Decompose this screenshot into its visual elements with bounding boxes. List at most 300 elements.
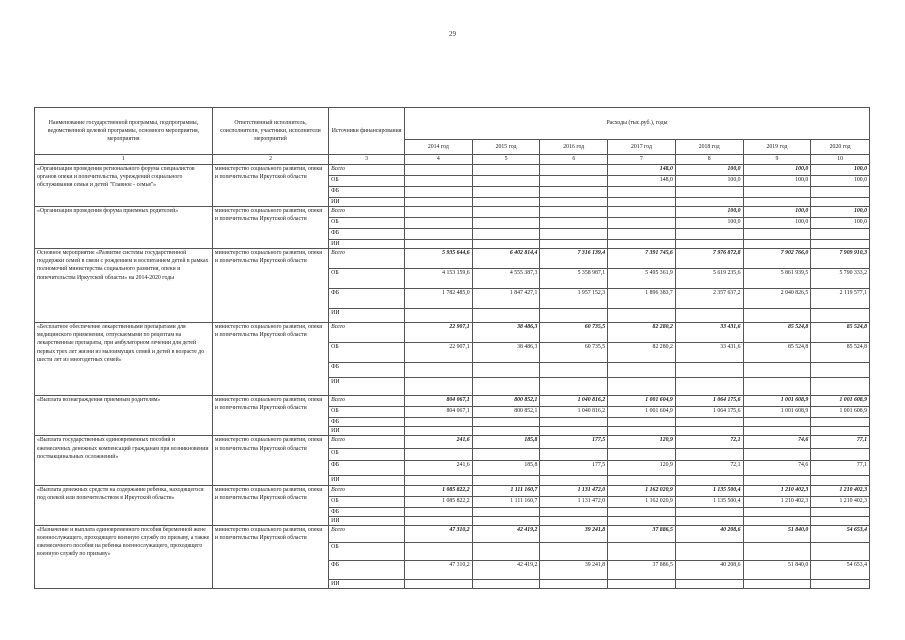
amount-cell [540,218,608,229]
amount-cell [811,516,870,525]
amount-cell: 1 001 608,9 [743,407,811,418]
responsible-executor: министерство социального развития, опеки и попечительства Иркутской области [212,396,328,436]
amount-cell [472,476,540,485]
table-row [35,485,870,496]
amount-cell [608,218,676,229]
header-name: Наименование государственной программы, подпрограммы, ведомственной целевой программы, основного мероприятия, мероприятия [35,108,213,155]
funding-source: Всего [329,323,405,343]
amount-cell: 4 153 159,6 [404,269,472,289]
amount-cell: 1 210 402,3 [743,496,811,507]
amount-cell [540,309,608,323]
activity-name: «Выплата вознаграждения приемным родителям» [35,396,213,436]
amount-cell: 60 735,5 [540,343,608,363]
amount-cell: 100,0 [743,165,811,176]
amount-cell [472,207,540,218]
amount-cell: 1 782 485,0 [404,289,472,309]
amount-cell: 800 852,1 [472,407,540,418]
amount-cell [540,427,608,436]
funding-source: ФБ [329,418,405,427]
amount-cell [811,240,870,249]
header-year: 2014 год [404,140,472,155]
amount-cell: 100,0 [743,207,811,218]
amount-cell [608,363,676,378]
amount-cell [404,516,472,525]
amount-cell [472,187,540,198]
funding-source: ИИ [329,579,405,588]
amount-cell: 5 861 939,5 [743,269,811,289]
amount-cell [540,176,608,187]
amount-cell [608,449,676,461]
funding-source: Всего [329,396,405,407]
amount-cell: 100,0 [811,218,870,229]
amount-cell: 37 886,5 [608,560,676,579]
column-number: 3 [329,155,405,165]
amount-cell: 241,6 [404,461,472,476]
amount-cell [743,309,811,323]
amount-cell [675,427,743,436]
amount-cell: 82 280,2 [608,343,676,363]
amount-cell [743,579,811,588]
amount-cell: 100,0 [811,207,870,218]
amount-cell: 1 001 608,9 [743,396,811,407]
activity-name: «Бесплатное обеспечение лекарственными препаратами для медицинского применения, отпускаемыми по рецептам на лекарственные препараты, при амбулаторном лечении для детей первых трех лет жизни из малоимущих семей и детей в возрасте до шести лет из многодетных семей» [35,323,213,396]
amount-cell [472,240,540,249]
amount-cell [743,240,811,249]
responsible-executor: министерство социального развития, опеки и попечительства Иркутской области [212,525,328,588]
amount-cell: 148,0 [608,165,676,176]
table-row [35,436,870,449]
amount-cell: 1 210 402,3 [811,496,870,507]
amount-cell: 60 735,5 [540,323,608,343]
amount-cell: 1 064 175,6 [675,396,743,407]
amount-cell: 100,0 [743,176,811,187]
amount-cell: 38 486,3 [472,343,540,363]
amount-cell: 72,1 [675,436,743,449]
amount-cell [608,207,676,218]
table-row [35,525,870,542]
amount-cell: 100,0 [675,165,743,176]
amount-cell: 5 935 644,6 [404,249,472,269]
amount-cell [404,418,472,427]
amount-cell [540,507,608,516]
amount-cell: 39 241,8 [540,560,608,579]
header-expenses: Расходы (тыс.руб.), годы [404,108,869,140]
amount-cell [540,198,608,207]
amount-cell: 5 495 361,9 [608,269,676,289]
amount-cell [675,229,743,240]
amount-cell [540,476,608,485]
activity-name: «Организация проведения регионального форума специалистов органов опеки и попечительства, учреждений социального обслуживания семьи и детей "Главное - семья"» [35,165,213,207]
page-number: 29 [449,30,456,38]
amount-cell: 1 085 822,2 [404,496,472,507]
amount-cell: 5 619 235,6 [675,269,743,289]
amount-cell [675,516,743,525]
amount-cell: 51 840,0 [743,525,811,542]
amount-cell: 804 067,1 [404,407,472,418]
amount-cell [472,218,540,229]
amount-cell [675,378,743,396]
amount-cell [404,579,472,588]
amount-cell [675,476,743,485]
funding-source: ИИ [329,240,405,249]
amount-cell: 177,5 [540,461,608,476]
amount-cell [675,418,743,427]
funding-source: ИИ [329,427,405,436]
funding-source: ФБ [329,363,405,378]
amount-cell [472,363,540,378]
amount-cell: 42 419,2 [472,560,540,579]
responsible-executor: министерство социального развития, опеки и попечительства Иркутской области [212,436,328,485]
amount-cell [675,240,743,249]
funding-source: Всего [329,249,405,269]
funding-source: ОБ [329,496,405,507]
amount-cell [404,449,472,461]
column-number: 1 [35,155,213,165]
amount-cell [404,176,472,187]
amount-cell: 85 524,8 [743,323,811,343]
header-source: Источники финансирования [329,108,405,155]
funding-source: ИИ [329,516,405,525]
amount-cell [811,378,870,396]
funding-source: ОБ [329,343,405,363]
amount-cell: 1 131 472,0 [540,485,608,496]
responsible-executor: министерство социального развития, опеки и попечительства Иркутской области [212,485,328,525]
amount-cell [472,542,540,560]
amount-cell: 74,6 [743,461,811,476]
amount-cell [811,187,870,198]
amount-cell: 1 162 020,9 [608,485,676,496]
header-year: 2017 год [608,140,676,155]
column-number: 7 [608,155,676,165]
amount-cell: 2 119 577,1 [811,289,870,309]
table-row [35,207,870,218]
amount-cell: 7 909 910,3 [811,249,870,269]
amount-cell [540,229,608,240]
amount-cell: 1 111 160,7 [472,496,540,507]
funding-source: ФБ [329,560,405,579]
amount-cell [404,165,472,176]
amount-cell [404,187,472,198]
funding-source: ОБ [329,542,405,560]
amount-cell: 1 131 472,0 [540,496,608,507]
amount-cell: 1 040 816,2 [540,396,608,407]
amount-cell [608,229,676,240]
funding-source: Всего [329,165,405,176]
amount-cell: 72,1 [675,461,743,476]
amount-cell: 100,0 [675,207,743,218]
funding-source: ОБ [329,218,405,229]
amount-cell: 74,6 [743,436,811,449]
amount-cell [743,476,811,485]
amount-cell [404,378,472,396]
responsible-executor: министерство социального развития, опеки и попечительства Иркутской области [212,165,328,207]
amount-cell: 1 001 604,9 [608,407,676,418]
amount-cell [811,427,870,436]
amount-cell: 1 210 402,3 [811,485,870,496]
amount-cell: 2 357 637,2 [675,289,743,309]
amount-cell: 33 431,6 [675,343,743,363]
amount-cell [472,516,540,525]
amount-cell: 40 208,6 [675,560,743,579]
amount-cell [540,363,608,378]
amount-cell [540,542,608,560]
amount-cell [743,363,811,378]
column-number: 6 [540,155,608,165]
amount-cell [472,165,540,176]
activity-name: «Назначение и выплата единовременного пособия беременной жене военнослужащего, проходящего военную службу по призыву, а также ежемесячного пособия на ребенка военнослужащего, проходящего военную службу по призыву» [35,525,213,588]
amount-cell: 82 280,2 [608,323,676,343]
amount-cell [675,187,743,198]
amount-cell [608,418,676,427]
amount-cell [811,229,870,240]
amount-cell: 1 210 402,3 [743,485,811,496]
funding-source: ОБ [329,449,405,461]
amount-cell [540,579,608,588]
amount-cell [472,418,540,427]
amount-cell [811,579,870,588]
amount-cell: 5 358 987,1 [540,269,608,289]
funding-source: ФБ [329,289,405,309]
responsible-executor: министерство социального развития, опеки и попечительства Иркутской области [212,323,328,396]
amount-cell [811,198,870,207]
expenditure-table [34,107,870,589]
table-row [35,249,870,269]
amount-cell [540,187,608,198]
amount-cell [540,516,608,525]
amount-cell: 85 524,8 [743,343,811,363]
amount-cell [472,507,540,516]
funding-source: Всего [329,525,405,542]
funding-source: ИИ [329,309,405,323]
amount-cell: 2 040 826,5 [743,289,811,309]
amount-cell [743,449,811,461]
table-row [35,396,870,407]
amount-cell [743,542,811,560]
amount-cell [811,542,870,560]
amount-cell: 85 524,8 [811,323,870,343]
funding-source: ОБ [329,269,405,289]
amount-cell: 77,1 [811,461,870,476]
amount-cell: 22 907,1 [404,323,472,343]
amount-cell [608,240,676,249]
amount-cell: 241,6 [404,436,472,449]
amount-cell: 1 001 608,9 [811,407,870,418]
table-body [35,165,870,589]
amount-cell: 7 976 872,8 [675,249,743,269]
amount-cell [404,542,472,560]
amount-cell [472,579,540,588]
amount-cell [404,207,472,218]
amount-cell [472,427,540,436]
amount-cell: 1 001 608,9 [811,396,870,407]
responsible-executor: министерство социального развития, опеки и попечительства Иркутской области [212,249,328,323]
amount-cell: 177,5 [540,436,608,449]
amount-cell: 100,0 [675,176,743,187]
amount-cell: 4 555 387,3 [472,269,540,289]
amount-cell: 120,9 [608,436,676,449]
amount-cell [608,187,676,198]
column-number: 10 [811,155,870,165]
table-row [35,323,870,343]
amount-cell [743,516,811,525]
amount-cell: 1 064 175,6 [675,407,743,418]
activity-name: «Выплата денежных средств на содержание ребенка, находящегося под опекой или попечительством в Иркутской области» [35,485,213,525]
amount-cell [404,363,472,378]
amount-cell [608,579,676,588]
amount-cell: 185,8 [472,461,540,476]
amount-cell [743,507,811,516]
amount-cell: 85 524,8 [811,343,870,363]
amount-cell: 100,0 [811,176,870,187]
amount-cell [811,449,870,461]
amount-cell [743,418,811,427]
amount-cell: 1 847 427,1 [472,289,540,309]
amount-cell [675,363,743,378]
amount-cell [811,476,870,485]
amount-cell [675,542,743,560]
amount-cell: 54 653,4 [811,525,870,542]
amount-cell [811,418,870,427]
amount-cell: 77,1 [811,436,870,449]
header-year: 2020 год [811,140,870,155]
amount-cell: 1 111 160,7 [472,485,540,496]
amount-cell [608,378,676,396]
amount-cell [540,378,608,396]
amount-cell: 1 040 816,2 [540,407,608,418]
amount-cell [811,309,870,323]
funding-source: ИИ [329,476,405,485]
amount-cell: 33 431,6 [675,323,743,343]
funding-source: ОБ [329,407,405,418]
amount-cell [743,229,811,240]
header-year: 2019 год [743,140,811,155]
amount-cell [404,309,472,323]
header-year: 2018 год [675,140,743,155]
amount-cell [404,229,472,240]
amount-cell: 1 085 822,2 [404,485,472,496]
amount-cell: 1 135 500,4 [675,485,743,496]
amount-cell [540,240,608,249]
amount-cell [472,309,540,323]
amount-cell: 54 653,4 [811,560,870,579]
amount-cell [675,449,743,461]
amount-cell [472,449,540,461]
amount-cell [608,476,676,485]
amount-cell: 1 162 020,9 [608,496,676,507]
amount-cell [743,198,811,207]
amount-cell: 100,0 [675,218,743,229]
funding-source: ОБ [329,176,405,187]
amount-cell: 1 957 152,3 [540,289,608,309]
amount-cell: 37 886,5 [608,525,676,542]
funding-source: ИИ [329,198,405,207]
activity-name: Основное мероприятие «Развитие системы государственной поддержки семей в связи с рождением и воспитанием детей в рамках полномочий министерства социального развития, опеки и попечительства Иркутской области» на 2014-2020 годы [35,249,213,323]
amount-cell [404,476,472,485]
funding-source: ФБ [329,507,405,516]
amount-cell [608,427,676,436]
header-year: 2015 год [472,140,540,155]
amount-cell [404,218,472,229]
amount-cell: 42 419,2 [472,525,540,542]
funding-source: ФБ [329,187,405,198]
column-number: 4 [404,155,472,165]
funding-source: Всего [329,436,405,449]
amount-cell [608,507,676,516]
amount-cell [675,579,743,588]
amount-cell: 7 391 745,6 [608,249,676,269]
amount-cell [743,378,811,396]
column-number: 2 [212,155,328,165]
amount-cell [404,507,472,516]
amount-cell: 6 402 814,4 [472,249,540,269]
amount-cell: 804 067,1 [404,396,472,407]
amount-cell: 800 852,1 [472,396,540,407]
amount-cell: 148,0 [608,176,676,187]
amount-cell: 1 135 500,4 [675,496,743,507]
amount-cell: 100,0 [743,218,811,229]
amount-cell [472,229,540,240]
amount-cell: 47 310,2 [404,525,472,542]
amount-cell [675,507,743,516]
funding-source: ФБ [329,229,405,240]
amount-cell: 7 316 139,4 [540,249,608,269]
amount-cell [404,427,472,436]
amount-cell: 5 790 333,2 [811,269,870,289]
funding-source: Всего [329,207,405,218]
amount-cell: 185,8 [472,436,540,449]
amount-cell [540,165,608,176]
table-row [35,165,870,176]
amount-cell: 47 310,2 [404,560,472,579]
column-number: 5 [472,155,540,165]
amount-cell [675,198,743,207]
funding-source: ИИ [329,378,405,396]
amount-cell [811,507,870,516]
amount-cell [608,516,676,525]
amount-cell: 120,9 [608,461,676,476]
amount-cell [540,418,608,427]
responsible-executor: министерство социального развития, опеки и попечительства Иркутской области [212,207,328,249]
amount-cell [811,363,870,378]
amount-cell [472,176,540,187]
amount-cell [404,240,472,249]
amount-cell: 1 001 604,9 [608,396,676,407]
amount-cell [743,427,811,436]
header-year: 2016 год [540,140,608,155]
amount-cell: 22 907,1 [404,343,472,363]
funding-source: ФБ [329,461,405,476]
header-responsible: Ответственный исполнитель, соисполнители, участники, исполнители мероприятий [212,108,328,155]
amount-cell [540,207,608,218]
amount-cell [404,198,472,207]
amount-cell: 51 840,0 [743,560,811,579]
amount-cell: 7 902 766,0 [743,249,811,269]
funding-source: Всего [329,485,405,496]
column-number: 8 [675,155,743,165]
amount-cell: 1 896 383,7 [608,289,676,309]
amount-cell [472,378,540,396]
amount-cell [608,309,676,323]
activity-name: «Выплата государственных единовременных пособий и ежемесячных денежных компенсаций гражданам при возникновении поствакцинальных осложнений» [35,436,213,485]
column-number: 9 [743,155,811,165]
amount-cell [608,198,676,207]
amount-cell [608,542,676,560]
amount-cell [743,187,811,198]
amount-cell: 40 208,6 [675,525,743,542]
amount-cell: 38 486,3 [472,323,540,343]
activity-name: «Организация проведения форума приемных родителей» [35,207,213,249]
amount-cell: 100,0 [811,165,870,176]
